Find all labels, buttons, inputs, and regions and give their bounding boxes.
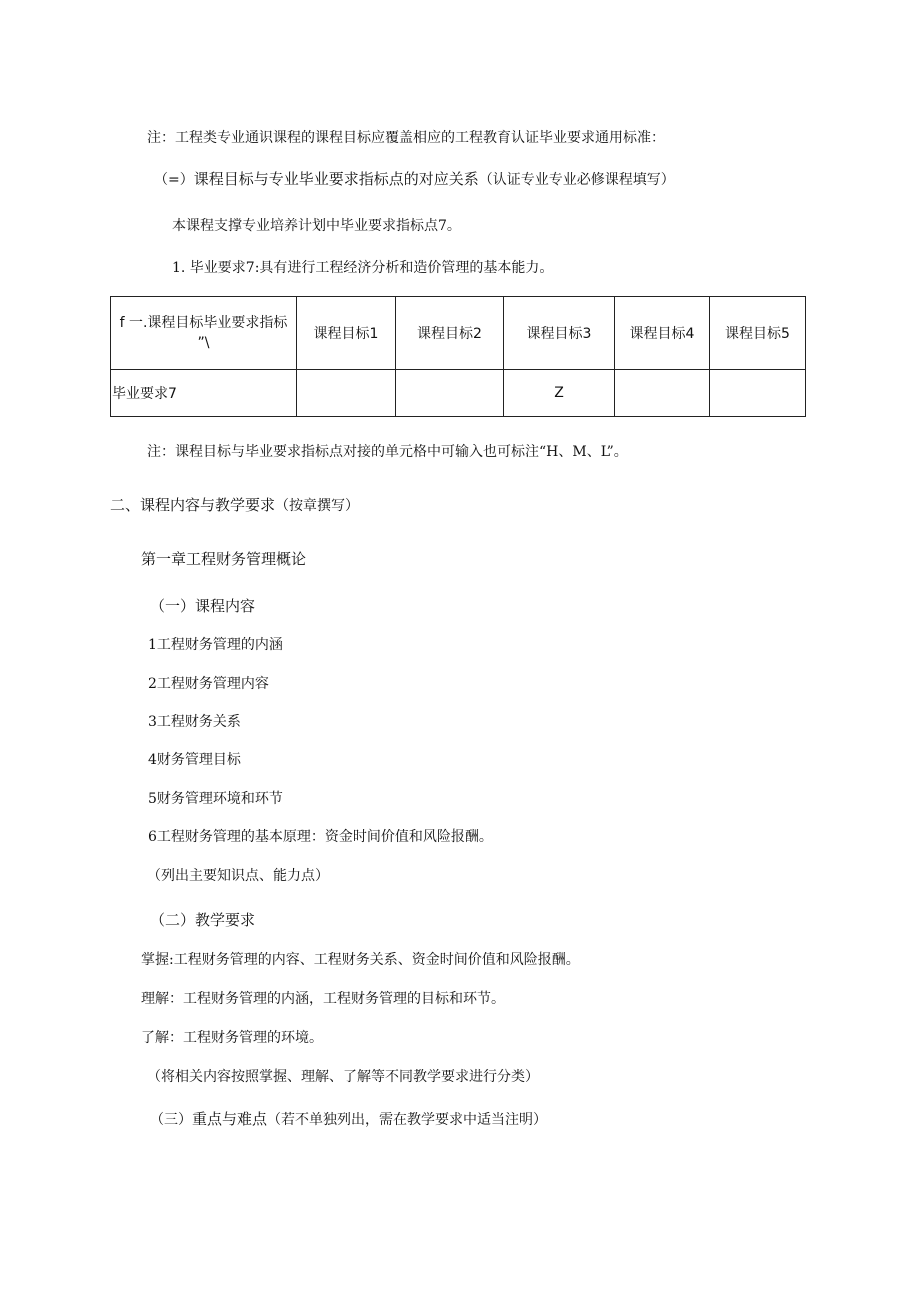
objective-requirement-table bbox=[110, 296, 806, 417]
column-header-objective-4: 课程目标4 bbox=[615, 297, 710, 370]
chapter-1-title: 第一章工程财务管理概论 bbox=[141, 550, 307, 568]
section-b-title: 课程目标与专业毕业要求指标点的对应关系 bbox=[193, 170, 479, 188]
column-header-objective-5: 课程目标5 bbox=[710, 297, 806, 370]
content-note: （列出主要知识点、能力点） bbox=[147, 868, 329, 884]
column-header-objective-1: 课程目标1 bbox=[297, 297, 396, 370]
section-2-title: 二、课程内容与教学要求 bbox=[110, 496, 276, 514]
row-label-requirement-7: 毕业要求7 bbox=[111, 370, 297, 417]
key-points-title: 重点与难点 bbox=[192, 1110, 268, 1128]
note-hml: 注：课程目标与毕业要求指标点对接的单元格中可输入也可标注“H、M、L”。 bbox=[147, 444, 628, 460]
requirement-master: 掌握:工程财务管理的内容、工程财务关系、资金时间价值和风险报酬。 bbox=[141, 952, 580, 968]
content-item-1: 1工程财务管理的内涵 bbox=[148, 637, 283, 653]
table-cell-mark: Z bbox=[504, 370, 615, 417]
diagonal-header-line1: f 一.课程目标毕业要求指标 bbox=[119, 315, 288, 331]
table-cell bbox=[396, 370, 504, 417]
key-points-suffix: （若不单独列出，需在教学要求中适当注明） bbox=[267, 1112, 548, 1128]
table-row bbox=[111, 370, 806, 417]
content-item-5: 5财务管理环境和环节 bbox=[148, 791, 283, 807]
content-item-2: 2工程财务管理内容 bbox=[148, 676, 269, 692]
requirement-item: 1. 毕业要求7:具有进行工程经济分析和造价管理的基本能力。 bbox=[172, 260, 554, 276]
key-difficult-points-heading bbox=[150, 1109, 547, 1130]
table-header-row bbox=[111, 297, 806, 370]
table-cell bbox=[615, 370, 710, 417]
content-item-6: 6工程财务管理的基本原理：资金时间价值和风险报酬。 bbox=[148, 829, 493, 845]
section-b-heading bbox=[154, 169, 675, 190]
table-cell bbox=[710, 370, 806, 417]
content-item-4: 4财务管理目标 bbox=[148, 752, 241, 768]
table-cell bbox=[297, 370, 396, 417]
support-statement: 本课程支撑专业培养计划中毕业要求指标点7。 bbox=[172, 218, 461, 234]
section-b-suffix: （认证专业专业必修课程填写） bbox=[478, 172, 675, 188]
table-diagonal-header-cell bbox=[111, 297, 297, 370]
note-general-standard: 注：工程类专业通识课程的课程目标应覆盖相应的工程教育认证毕业要求通用标准： bbox=[147, 130, 665, 146]
diagonal-header-line2: ”\ bbox=[197, 335, 210, 351]
teaching-requirements-heading: （二）教学要求 bbox=[150, 911, 256, 929]
requirement-understand: 理解：工程财务管理的内涵，工程财务管理的目标和环节。 bbox=[141, 991, 505, 1007]
section-b-prefix: （=） bbox=[154, 172, 194, 188]
section-2-suffix: （按章撰写） bbox=[275, 498, 360, 514]
requirement-note: （将相关内容按照掌握、理解、了解等不同教学要求进行分类） bbox=[147, 1069, 539, 1085]
requirement-know: 了解：工程财务管理的环境。 bbox=[141, 1030, 323, 1046]
section-2-heading bbox=[110, 495, 359, 516]
column-header-objective-2: 课程目标2 bbox=[396, 297, 504, 370]
content-item-3: 3工程财务关系 bbox=[148, 714, 241, 730]
course-content-heading: （一）课程内容 bbox=[150, 597, 256, 615]
column-header-objective-3: 课程目标3 bbox=[504, 297, 615, 370]
key-points-prefix: （三） bbox=[150, 1112, 192, 1128]
